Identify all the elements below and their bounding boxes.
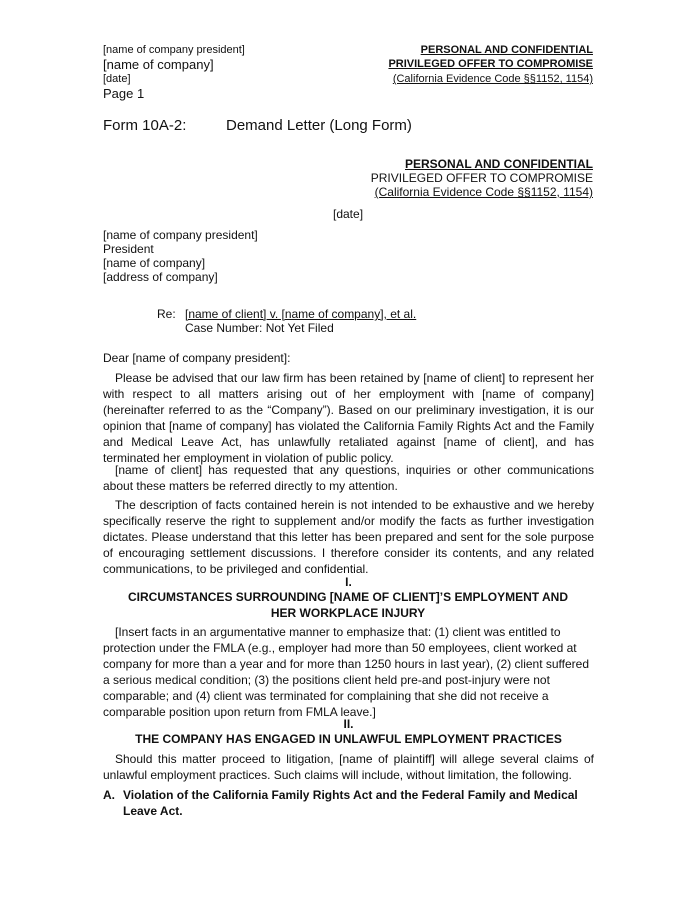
section-2-heading: THE COMPANY HAS ENGAGED IN UNLAWFUL EMPLOYMENT PRACTICES — [135, 732, 562, 746]
paragraph-inquiries: [name of client] has requested that any questions, inquiries or other communications about these matters be referred directly to my attention. — [103, 463, 594, 493]
section-1-numeral: I. — [345, 575, 352, 589]
subsection-a-heading: Violation of the California Family Rights Act and the Federal Family and Medical Leave Act. — [123, 788, 578, 818]
privileged-line: PRIVILEGED OFFER TO COMPROMISE — [370, 171, 593, 185]
subsection-a-letter: A. — [103, 788, 115, 802]
confidential-line: PERSONAL AND CONFIDENTIAL — [404, 157, 593, 171]
header-president: [name of company president] — [103, 44, 245, 56]
paragraph-retention: Please be advised that our law firm has been retained by [name of client] to represent her with respect to all matters arising out of her employment with [name of company] (hereinafter referred to as the “Company”). Based on our preliminary investigation, it is our opinion that [name of company] has violated the California Family Rights Act and the Family and Medical Leave Act, has unlawfully retaliated against [name of client], and has terminated her employment in violation of public policy. — [103, 371, 594, 465]
recipient-street-address: [address of company] — [103, 270, 218, 284]
section-2-numeral: II. — [343, 717, 354, 731]
form-title: Demand Letter (Long Form) — [226, 117, 412, 134]
header-page-number: Page 1 — [103, 86, 145, 101]
header-personal-confidential: PERSONAL AND CONFIDENTIAL — [420, 44, 593, 56]
evidence-code-line: (California Evidence Code §§1152, 1154) — [374, 185, 593, 199]
header-date: [date] — [103, 73, 131, 85]
re-caption: [name of client] v. [name of company], et al. — [185, 307, 417, 321]
re-case-number: Case Number: Not Yet Filed — [185, 321, 334, 335]
recipient-company: [name of company] — [103, 256, 206, 270]
section-1-heading: CIRCUMSTANCES SURROUNDING [NAME OF CLIENT]’S EMPLOYMENT AND HER WORKPLACE INJURY — [128, 590, 568, 620]
letter-date: [date] — [333, 207, 364, 221]
recipient-title: President — [103, 242, 154, 256]
header-company: [name of company] — [103, 57, 214, 72]
form-number: Form 10A-2: — [103, 117, 187, 134]
paragraph-settlement: The description of facts contained herein is not intended to be exhaustive and we hereby specifically reserve the right to supplement and/or modify the facts as further investigation dictates. Please understand that this letter has been prepared and sent for the sole purpose of encouraging settlement discussions. I therefore consider its contents, and any related communications, to be privileged and confidential. — [103, 498, 594, 576]
recipient-address — [103, 228, 258, 284]
recipient-name: [name of company president] — [103, 228, 258, 242]
re-label: Re: — [157, 307, 176, 321]
header-privileged-offer: PRIVILEGED OFFER TO COMPROMISE — [388, 58, 593, 70]
section-2-body: Should this matter proceed to litigation, [name of plaintiff] will allege several claims of unlawful employment practices. Such claims will include, without limitation, the following. — [103, 752, 594, 782]
header-evidence-code: (California Evidence Code §§1152, 1154) — [392, 73, 593, 85]
section-1-body: [Insert facts in an argumentative manner to emphasize that: (1) client was entitled to protection under the FMLA (e.g., employer had more than 50 employees, client worked at company for more than a year and for more than 1250 hours in last year), (2) client suffered a serious medical condition; (3) the positions client held pre-and post-injury were not comparable; and (4) client was terminated for complaining that she did not receive a comparable position upon return from FMLA leave.] — [103, 625, 590, 719]
salutation: Dear [name of company president]: — [103, 351, 291, 365]
